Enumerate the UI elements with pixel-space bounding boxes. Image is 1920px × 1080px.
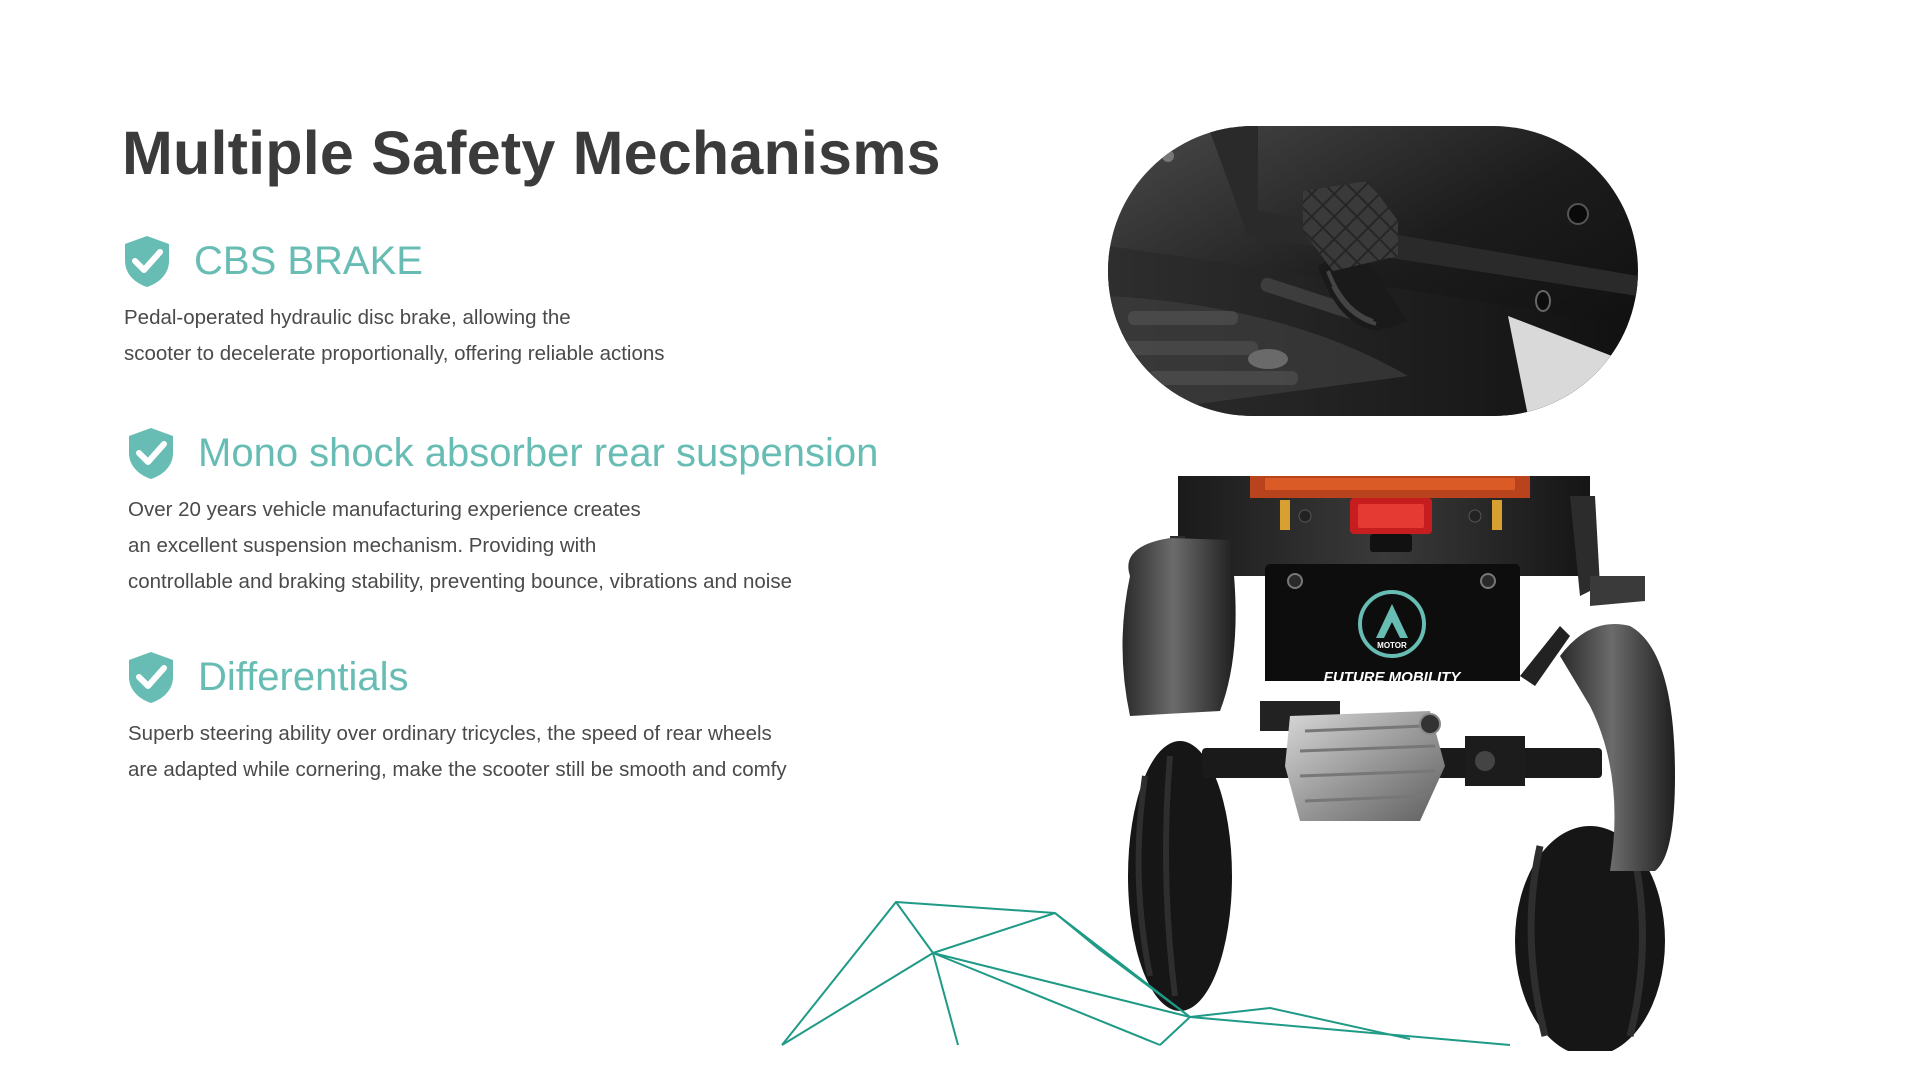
shield-check-icon [126, 426, 176, 481]
plate-slogan: FUTURE MOBILITY [1323, 669, 1461, 686]
feature-title: Differentials [198, 655, 409, 699]
feature-title: Mono shock absorber rear suspension [198, 431, 879, 475]
feature-description [128, 716, 787, 788]
description-line: Pedal-operated hydraulic disc brake, allowing the [124, 306, 571, 329]
feature-differentials [126, 650, 787, 788]
shield-check-icon [122, 234, 172, 289]
brand-logo-text: MOTOR [1377, 641, 1407, 650]
description-line: an excellent suspension mechanism. Providing with [128, 534, 597, 557]
feature-cbs-brake [122, 234, 665, 372]
feature-description [128, 492, 878, 600]
feature-description [124, 300, 665, 372]
feature-header [126, 650, 787, 705]
description-line: Superb steering ability over ordinary tricycles, the speed of rear wheels [128, 722, 772, 745]
page-title: Multiple Safety Mechanisms [122, 119, 941, 187]
feature-title: CBS BRAKE [194, 239, 423, 283]
description-line: Over 20 years vehicle manufacturing experience creates [128, 498, 641, 521]
brake-pedal-photo [1108, 126, 1638, 416]
feature-rear-suspension [126, 426, 878, 600]
description-line: scooter to decelerate proportionally, offering reliable actions [124, 342, 665, 365]
feature-header [126, 426, 878, 481]
description-line: are adapted while cornering, make the scooter still be smooth and comfy [128, 758, 787, 781]
feature-header [122, 234, 665, 289]
decorative-line-art [0, 880, 1920, 1080]
description-line: controllable and braking stability, preventing bounce, vibrations and noise [128, 570, 793, 593]
shield-check-icon [126, 650, 176, 705]
